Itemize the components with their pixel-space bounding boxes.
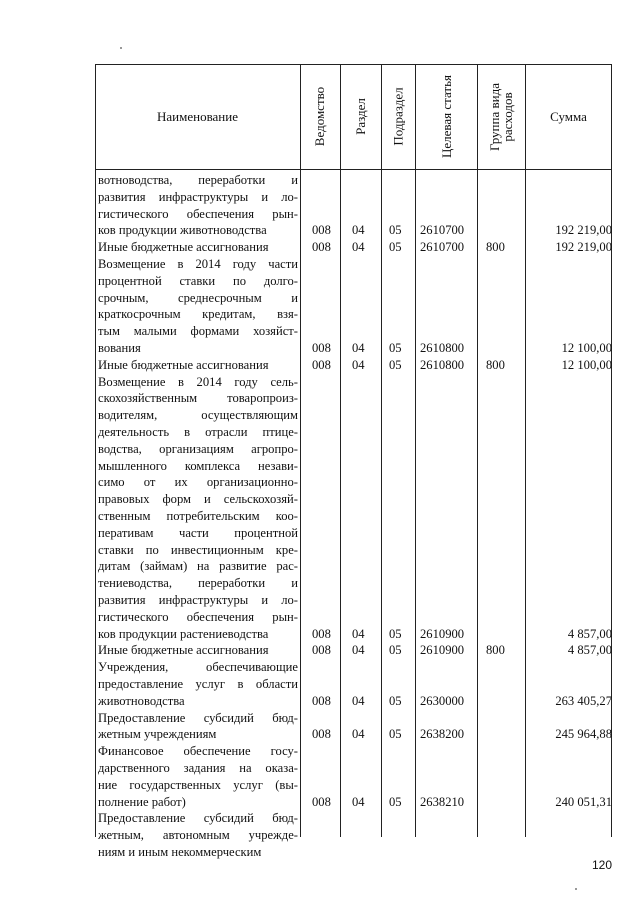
cell-vedomstvo: 008 xyxy=(312,693,331,708)
cell-summa: 245 964,88 xyxy=(555,727,612,742)
cell-summa: 192 219,00 xyxy=(555,240,612,255)
row-description-line: Предоставление субсидий бюд- xyxy=(98,811,298,826)
cell-vedomstvo: 008 xyxy=(312,240,331,255)
cell-podrazdel: 05 xyxy=(389,626,402,641)
cell-summa: 4 857,00 xyxy=(567,643,612,658)
cell-vedomstvo: 008 xyxy=(312,357,331,372)
cell-summa: 12 100,00 xyxy=(561,357,612,372)
header-razdel xyxy=(340,64,381,169)
header-celevaya xyxy=(415,64,477,169)
col-divider xyxy=(525,64,526,837)
cell-summa: 192 219,00 xyxy=(555,223,612,238)
row-description-line: жетным, автономным учрежде- xyxy=(98,828,298,843)
table-border-left xyxy=(95,64,96,837)
col-divider xyxy=(340,64,341,837)
row-description-line: процентной ставки по долго- xyxy=(98,273,298,288)
row-description-line: Финансовое обеспечение госу- xyxy=(98,744,298,759)
row-description-line: Предоставление субсидий бюд- xyxy=(98,710,298,725)
col-divider xyxy=(381,64,382,837)
cell-celevaya: 2638200 xyxy=(420,727,465,742)
cell-podrazdel: 05 xyxy=(389,794,402,809)
col-divider xyxy=(415,64,416,837)
row-description-line: мышленного комплекса незави- xyxy=(98,458,298,473)
cell-podrazdel: 05 xyxy=(389,357,402,372)
header-gruppa xyxy=(477,64,525,169)
table-border-right xyxy=(611,64,612,837)
header-vedomstvo xyxy=(300,64,340,169)
header-podrazdel xyxy=(381,64,415,169)
cell-summa: 263 405,27 xyxy=(555,693,612,708)
cell-razdel: 04 xyxy=(352,357,365,372)
row-description-line: скохозяйственным товаропроиз- xyxy=(98,391,298,406)
row-description-line: вования xyxy=(98,341,141,355)
row-description-line: тениеводства, переработки и xyxy=(98,576,298,591)
row-description-line: водителям, осуществляющим xyxy=(98,408,298,423)
cell-razdel: 04 xyxy=(352,626,365,641)
header-divider xyxy=(95,169,612,170)
cell-summa: 12 100,00 xyxy=(561,341,612,355)
row-description-line: гистического обеспечения рын- xyxy=(98,206,298,221)
cell-celevaya: 2638210 xyxy=(420,794,465,809)
col-divider xyxy=(477,64,478,837)
header-name: Наименование xyxy=(157,108,238,124)
cell-podrazdel: 05 xyxy=(389,727,402,742)
cell-razdel: 04 xyxy=(352,693,365,708)
cell-razdel: 04 xyxy=(352,223,365,238)
cell-vedomstvo: 008 xyxy=(312,626,331,641)
header-gruppa-text xyxy=(488,83,514,151)
cell-vedomstvo: 008 xyxy=(312,223,331,238)
row-description-line: предоставление услуг в области xyxy=(98,677,298,691)
row-description-line: водства, организациям агропро- xyxy=(98,441,298,456)
cell-razdel: 04 xyxy=(352,341,365,355)
row-description-line: правовых форм и сельскохозяй- xyxy=(98,492,298,507)
header-celevaya-text: Целевая статья xyxy=(438,74,454,159)
row-description-line: полнение работ) xyxy=(98,794,186,809)
row-description-line: срочным, среднесрочным и xyxy=(98,290,298,305)
row-description-line: тым малыми формами хозяйст- xyxy=(98,324,298,339)
col-divider xyxy=(300,64,301,837)
row-description-line: ков продукции животноводства xyxy=(98,223,267,238)
header-gruppa-line2: расходов xyxy=(500,91,516,142)
row-description-line: симо от их организационно- xyxy=(98,475,298,490)
cell-vedomstvo: 008 xyxy=(312,341,331,355)
row-description-line: ставки по инвестиционным кре- xyxy=(98,542,298,557)
row-description-line: перативам части процентной xyxy=(98,525,298,540)
row-description-line: Иные бюджетные ассигнования xyxy=(98,643,269,658)
cell-podrazdel: 05 xyxy=(389,643,402,658)
cell-celevaya: 2630000 xyxy=(420,693,465,708)
cell-celevaya: 2610900 xyxy=(420,643,465,658)
page-number: 120 xyxy=(592,858,613,872)
cell-podrazdel: 05 xyxy=(389,693,402,708)
cell-gruppa: 800 xyxy=(486,357,505,372)
cell-razdel: 04 xyxy=(352,794,365,809)
row-description-line: ственным потребительским коо- xyxy=(98,509,298,523)
cell-celevaya: 2610700 xyxy=(420,223,465,238)
header-podrazdel-text: Подраздел xyxy=(390,87,406,146)
cell-celevaya: 2610800 xyxy=(420,357,465,372)
cell-gruppa: 800 xyxy=(486,643,505,658)
cell-podrazdel: 05 xyxy=(389,341,402,355)
row-description-line: развития инфраструктуры и ло- xyxy=(98,189,298,204)
cell-razdel: 04 xyxy=(352,240,365,255)
cell-summa: 4 857,00 xyxy=(567,626,612,641)
row-description-line: Иные бюджетные ассигнования xyxy=(98,240,269,255)
cell-gruppa: 800 xyxy=(486,240,505,255)
row-description-line: Учреждения, обеспечивающие xyxy=(98,660,298,675)
scan-speck xyxy=(120,47,122,49)
row-description-line: вотноводства, переработки и xyxy=(98,173,298,187)
cell-vedomstvo: 008 xyxy=(312,727,331,742)
row-description-line: Возмещение в 2014 году части xyxy=(98,257,298,271)
cell-razdel: 04 xyxy=(352,643,365,658)
row-description-line: дитам (займам) на развитие рас- xyxy=(98,559,298,574)
row-description-line: краткосрочным кредитам, взя- xyxy=(98,307,298,322)
row-description-line: деятельность в отрасли птице- xyxy=(98,425,298,439)
budget-table xyxy=(95,64,612,859)
cell-celevaya: 2610900 xyxy=(420,626,465,641)
scan-speck xyxy=(575,888,577,890)
cell-podrazdel: 05 xyxy=(389,223,402,238)
cell-podrazdel: 05 xyxy=(389,240,402,255)
header-razdel-text: Раздел xyxy=(353,98,368,135)
header-vedomstvo-text: Ведомство xyxy=(312,86,328,147)
row-description-line: Возмещение в 2014 году сель- xyxy=(98,374,298,389)
row-description-line: жетным учреждениям xyxy=(98,727,217,742)
row-description-line: дарственного задания на оказа- xyxy=(98,761,298,775)
header-gruppa-line1: Группа вида xyxy=(487,82,503,151)
row-description-line: животноводства xyxy=(98,693,185,708)
row-description-line: ниям и иным некоммерческим xyxy=(98,845,262,859)
header-summa: Сумма xyxy=(550,108,587,124)
cell-summa: 240 051,31 xyxy=(555,794,612,809)
row-description-line: развития инфраструктуры и ло- xyxy=(98,593,298,607)
cell-celevaya: 2610800 xyxy=(420,341,465,355)
cell-vedomstvo: 008 xyxy=(312,794,331,809)
row-description-line: Иные бюджетные ассигнования xyxy=(98,357,269,372)
row-description-line: ние государственных услуг (вы- xyxy=(98,777,298,792)
row-description-line: ков продукции растениеводства xyxy=(98,626,269,641)
row-description-line: гистического обеспечения рын- xyxy=(98,609,298,624)
cell-celevaya: 2610700 xyxy=(420,240,465,255)
cell-vedomstvo: 008 xyxy=(312,643,331,658)
cell-razdel: 04 xyxy=(352,727,365,742)
